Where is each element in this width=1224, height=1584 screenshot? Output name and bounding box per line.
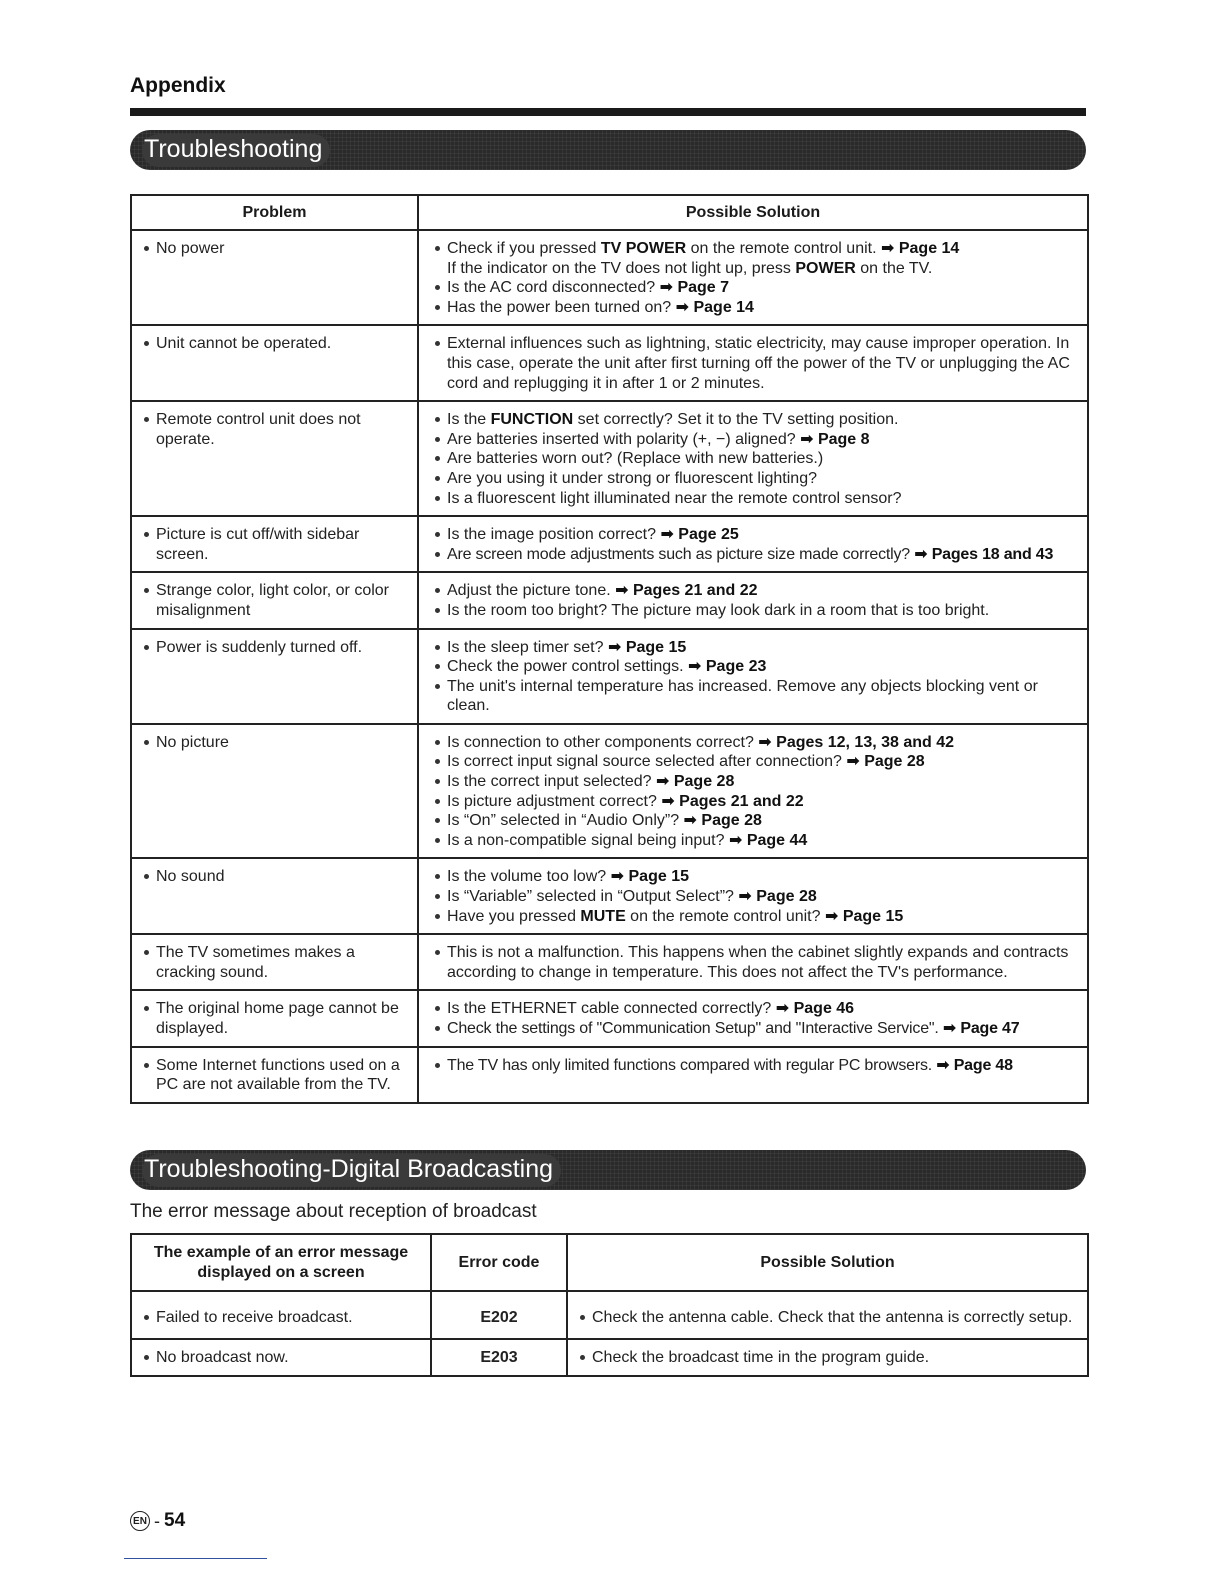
solution-item: Check the broadcast time in the program guide. <box>576 1348 1079 1368</box>
solution-item: Check the settings of "Communication Setup" and "Interactive Service". ➡ Page 47 <box>431 1019 1079 1039</box>
arrow-icon: ➡ <box>610 868 625 886</box>
error-message-table <box>130 1233 1089 1377</box>
arrow-icon: ➡ <box>914 545 928 563</box>
solution-item: Is the FUNCTION set correctly? Set it to the TV setting position. <box>431 410 1079 430</box>
problem-cell <box>131 572 418 628</box>
page-ref: Page 23 <box>705 658 767 676</box>
arrow-icon: ➡ <box>659 279 673 297</box>
solution-item: Is the image position correct? ➡ Page 25 <box>431 525 1079 545</box>
solution-item: External influences such as lightning, static electricity, may cause improper operation. In this case, operate the unit after first turning off the power of the TV or unplugging the AC cord and replugging it in after 1 or 2 minutes. <box>431 334 1079 393</box>
solution-cell <box>418 1047 1088 1103</box>
table-row <box>131 724 1088 859</box>
solution-cell <box>418 990 1088 1046</box>
page-footer <box>130 1510 185 1532</box>
solution-item: Check if you pressed TV POWER on the remote control unit. ➡ Page 14 <box>431 239 1079 259</box>
solution-item: Is the AC cord disconnected? ➡ Page 7 <box>431 278 1079 298</box>
problem-cell <box>131 934 418 990</box>
problem-text: No power <box>140 239 409 259</box>
table-header-row <box>131 195 1088 230</box>
solution-item: Is the ETHERNET cable connected correctly? ➡ Page 46 <box>431 999 1079 1019</box>
table-row <box>131 1047 1088 1103</box>
page-ref: Pages 12, 13, 38 and 42 <box>776 733 955 751</box>
problem-cell <box>131 629 418 724</box>
arrow-icon: ➡ <box>758 733 772 751</box>
arrow-icon: ➡ <box>942 1020 957 1037</box>
problem-text: Strange color, light color, or color misalignment <box>140 581 409 620</box>
solution-cell <box>567 1291 1088 1339</box>
solution-cell <box>418 629 1088 724</box>
table-row <box>131 1291 1088 1339</box>
solution-item: Check the antenna cable. Check that the antenna is correctly setup. <box>576 1308 1079 1328</box>
page-ref: Pages 21 and 22 <box>679 792 804 810</box>
page-number: 54 <box>164 1510 186 1531</box>
problem-text: The TV sometimes makes a cracking sound. <box>140 943 409 982</box>
solution-item: The unit's internal temperature has increased. Remove any objects blocking vent or clean. <box>431 677 1079 716</box>
page-ref: Pages 18 and 43 <box>931 545 1054 563</box>
solution-item: Is picture adjustment correct? ➡ Pages 21 and 22 <box>431 792 1079 812</box>
message-text: Failed to receive broadcast. <box>140 1308 422 1328</box>
table-row <box>131 572 1088 628</box>
solution-item: Is “Variable” selected in “Output Select”? ➡ Page 28 <box>431 887 1079 907</box>
solution-item: Are screen mode adjustments such as picture size made correctly? ➡ Pages 18 and 43 <box>431 545 1079 565</box>
arrow-icon: ➡ <box>846 753 860 771</box>
arrow-icon: ➡ <box>688 658 702 676</box>
solution-cell <box>418 516 1088 572</box>
solution-cell <box>418 325 1088 401</box>
problem-text: Some Internet functions used on a PC are not available from the TV. <box>140 1056 409 1095</box>
example-header: The example of an error message displayed on a screen <box>131 1234 431 1291</box>
table-row <box>131 516 1088 572</box>
problem-text: No picture <box>140 733 409 753</box>
arrow-icon: ➡ <box>675 298 690 316</box>
bottom-rule <box>124 1558 267 1559</box>
table-row <box>131 934 1088 990</box>
message-text: No broadcast now. <box>140 1348 422 1368</box>
en-language-icon: EN <box>130 1511 150 1531</box>
section-rule <box>130 108 1086 116</box>
solution-cell <box>418 858 1088 934</box>
problem-text: Power is suddenly turned off. <box>140 638 409 658</box>
problem-text: The original home page cannot be displayed. <box>140 999 409 1038</box>
problem-cell <box>131 990 418 1046</box>
solution-item: Check the power control settings. ➡ Page 23 <box>431 657 1079 677</box>
problem-header: Problem <box>131 195 418 230</box>
page-ref: Page 46 <box>793 1000 855 1018</box>
solution-cell <box>418 401 1088 516</box>
page-ref: Page 14 <box>898 240 960 257</box>
page-ref: Page 7 <box>677 279 730 297</box>
section-label: Appendix <box>130 74 226 97</box>
page-ref: Page 25 <box>678 526 739 544</box>
solution-header: Possible Solution <box>418 195 1088 230</box>
problem-text: Remote control unit does not operate. <box>140 410 409 449</box>
arrow-icon: ➡ <box>800 430 814 448</box>
problem-cell <box>131 230 418 325</box>
arrow-icon: ➡ <box>936 1056 950 1074</box>
error-code: E203 <box>431 1339 567 1377</box>
solution-item: Is the sleep timer set? ➡ Page 15 <box>431 638 1079 658</box>
page-ref: Page 28 <box>701 812 762 830</box>
solution-cell <box>418 724 1088 859</box>
arrow-icon: ➡ <box>660 526 674 544</box>
solution-header: Possible Solution <box>567 1234 1088 1291</box>
problem-text: No sound <box>140 867 409 887</box>
solution-item: Is connection to other components correct? ➡ Pages 12, 13, 38 and 42 <box>431 733 1079 753</box>
table-row <box>131 401 1088 516</box>
error-code-header: Error code <box>431 1234 567 1291</box>
solution-item: Are you using it under strong or fluorescent lighting? <box>431 469 1079 489</box>
solution-item: Is the room too bright? The picture may look dark in a room that is too bright. <box>431 601 1079 621</box>
troubleshooting-table <box>130 194 1089 1104</box>
problem-text: Unit cannot be operated. <box>140 334 409 354</box>
solution-item: This is not a malfunction. This happens when the cabinet slightly expands and contracts according to change in temperature. This does not affect the TV's performance. <box>431 943 1079 982</box>
arrow-icon: ➡ <box>661 792 675 810</box>
solution-item: Is a non-compatible signal being input? ➡ Page 44 <box>431 831 1079 851</box>
table-row <box>131 990 1088 1046</box>
solution-item: Has the power been turned on? ➡ Page 14 <box>431 298 1079 318</box>
table-row <box>131 629 1088 724</box>
troubleshooting-banner <box>130 130 1086 170</box>
solution-item: The TV has only limited functions compared with regular PC browsers. ➡ Page 48 <box>431 1056 1079 1076</box>
error-intro-text: The error message about reception of broadcast <box>130 1201 537 1222</box>
solution-item: Are batteries worn out? (Replace with new batteries.) <box>431 449 1079 469</box>
table-row <box>131 858 1088 934</box>
page-ref: Page 48 <box>953 1056 1013 1074</box>
table-row <box>131 230 1088 325</box>
problem-cell <box>131 1047 418 1103</box>
solution-item: Have you pressed MUTE on the remote control unit? ➡ Page 15 <box>431 907 1079 927</box>
message-cell <box>131 1291 431 1339</box>
page-ref: Page 8 <box>817 430 870 448</box>
message-cell <box>131 1339 431 1377</box>
problem-cell <box>131 325 418 401</box>
problem-cell <box>131 724 418 859</box>
page-ref: Page 15 <box>625 638 687 656</box>
problem-cell <box>131 516 418 572</box>
problem-cell <box>131 858 418 934</box>
page-ref: Page 44 <box>746 831 808 849</box>
page-ref: Page 15 <box>842 907 904 925</box>
problem-text: Picture is cut off/with sidebar screen. <box>140 525 409 564</box>
solution-cell <box>418 934 1088 990</box>
solution-item: Are batteries inserted with polarity (+, −) aligned? ➡ Page 8 <box>431 430 1079 450</box>
arrow-icon: ➡ <box>775 1000 790 1018</box>
solution-item: Is a fluorescent light illuminated near the remote control sensor? <box>431 489 1079 509</box>
solution-cell <box>567 1339 1088 1377</box>
solution-cell <box>418 572 1088 628</box>
page-ref: Page 15 <box>628 868 689 886</box>
arrow-icon: ➡ <box>656 773 670 791</box>
troubleshooting-title: Troubleshooting <box>142 134 330 167</box>
arrow-icon: ➡ <box>880 240 895 257</box>
page-ref: Page 28 <box>864 753 925 771</box>
solution-item: Is “On” selected in “Audio Only”? ➡ Page 28 <box>431 811 1079 831</box>
page-ref: Pages 21 and 22 <box>632 582 758 600</box>
digital-broadcasting-title: Troubleshooting-Digital Broadcasting <box>142 1154 561 1187</box>
solution-cell <box>418 230 1088 325</box>
table-row <box>131 325 1088 401</box>
solution-item: Is correct input signal source selected after connection? ➡ Page 28 <box>431 752 1079 772</box>
arrow-icon: ➡ <box>683 812 697 830</box>
solution-item: Is the correct input selected? ➡ Page 28 <box>431 772 1079 792</box>
error-code: E202 <box>431 1291 567 1339</box>
arrow-icon: ➡ <box>738 888 752 906</box>
solution-item: Is the volume too low? ➡ Page 15 <box>431 867 1079 887</box>
page-ref: Page 14 <box>693 298 754 316</box>
solution-item: If the indicator on the TV does not light up, press POWER on the TV. <box>447 259 933 277</box>
page-ref: Page 47 <box>960 1020 1020 1037</box>
arrow-icon: ➡ <box>824 907 839 925</box>
arrow-icon: ➡ <box>728 831 743 849</box>
solution-item: Adjust the picture tone. ➡ Pages 21 and 22 <box>431 581 1079 601</box>
arrow-icon: ➡ <box>615 582 629 600</box>
page-ref: Page 28 <box>673 773 735 791</box>
digital-broadcasting-banner <box>130 1150 1086 1190</box>
page-ref: Page 28 <box>756 888 817 906</box>
problem-cell <box>131 401 418 516</box>
arrow-icon: ➡ <box>607 638 622 656</box>
page-separator: - <box>154 1510 160 1531</box>
table-header-row <box>131 1234 1088 1291</box>
table-row <box>131 1339 1088 1377</box>
